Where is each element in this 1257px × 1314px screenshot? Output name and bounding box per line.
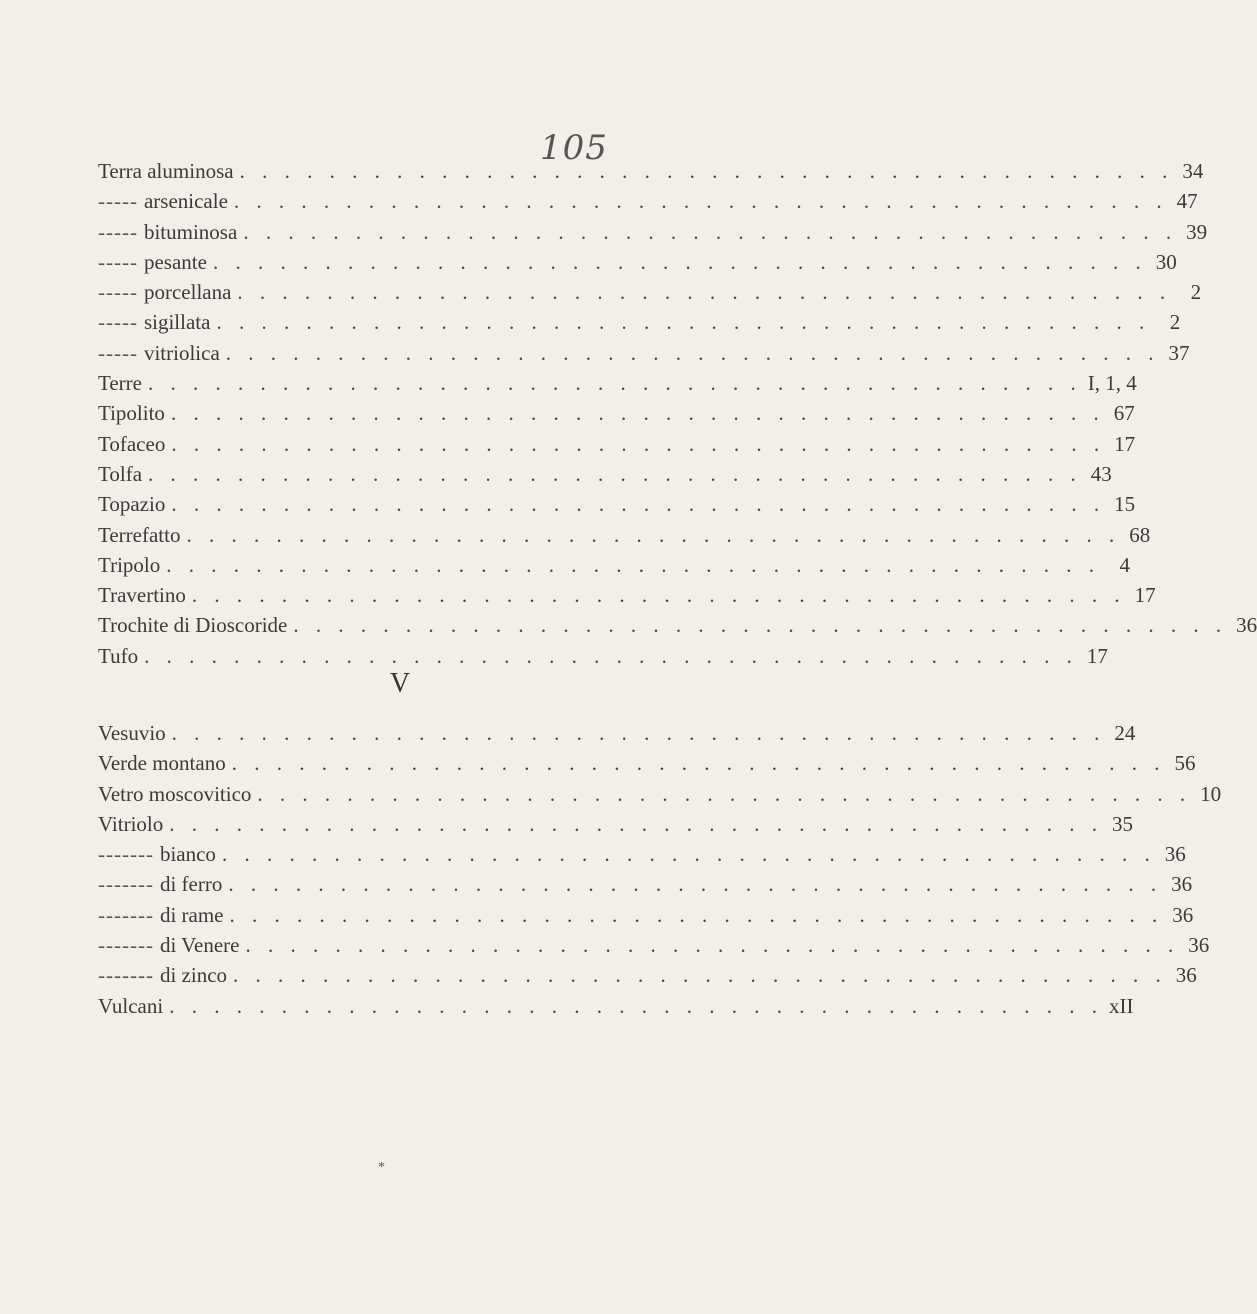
entry-label: sigillata <box>143 310 211 335</box>
entry-page-number: 24 <box>1114 721 1136 745</box>
entry-label: Vetro moscovitico <box>98 781 252 806</box>
entry-page-number: 10 <box>1200 781 1222 806</box>
page-number: 105 <box>540 128 608 168</box>
dot-leaders: . . . . . . . . . . . . . . . . . . . . . . . . . . . . . . . . . . . . . . . . . . <box>293 613 1228 638</box>
dot-leaders: . . . . . . . . . . . . . . . . . . . . . . . . . . . . . . . . . . . . . . . . . . <box>170 401 1105 426</box>
dot-leaders: . . . . . . . . . . . . . . . . . . . . . . . . . . . . . . . . . . . . . . . . . . <box>191 583 1126 608</box>
index-entry <box>98 580 1156 610</box>
entry-page-number: 56 <box>1174 751 1196 776</box>
entry-page-number: 17 <box>1114 431 1136 456</box>
entry-label: Trochite di Dioscoride <box>98 613 288 638</box>
entry-label: Tipolito <box>98 401 165 426</box>
dot-leaders: . . . . . . . . . . . . . . . . . . . . . . . . . . . . . . . . . . . . . . . . . . <box>257 781 1192 806</box>
entry-label: pesante <box>143 249 207 274</box>
index-list-v <box>98 718 1222 1021</box>
entry-label: Vitriolo <box>98 811 164 836</box>
entry-page-number: 30 <box>1155 249 1177 274</box>
dot-leaders: . . . . . . . . . . . . . . . . . . . . . . . . . . . . . . . . . . . . . . . . . . <box>221 842 1156 867</box>
ditto-dash: ----- <box>98 280 138 305</box>
entry-label: Tufo <box>98 643 139 668</box>
entry-label: di rame <box>159 902 224 927</box>
ditto-dash: ----- <box>98 310 138 335</box>
entry-page-number: 47 <box>1176 189 1198 214</box>
entry-label: di ferro <box>159 872 223 897</box>
index-entry <box>98 247 1177 277</box>
entry-page-number: 36 <box>1172 902 1194 927</box>
entry-page-number: 67 <box>1113 401 1135 426</box>
ditto-dash: ----- <box>98 219 138 244</box>
index-list-t <box>98 156 1257 671</box>
dot-leaders: . . . . . . . . . . . . . . . . . . . . . . . . . . . . . . . . . . . . . . . . . . <box>212 249 1147 274</box>
index-entry <box>98 930 1210 960</box>
entry-label: di Venere <box>159 933 240 958</box>
dot-leaders: . . . . . . . . . . . . . . . . . . . . . . . . . . . . . . . . . . . . . . . . . . <box>231 751 1166 776</box>
dot-leaders: . . . . . . . . . . . . . . . . . . . . . . . . . . . . . . . . . . . . . . . . . . <box>186 522 1121 547</box>
entry-page-number: 17 <box>1134 583 1156 608</box>
ditto-dash: ------- <box>98 872 154 897</box>
section-heading-v: V <box>389 668 411 699</box>
index-entry <box>98 398 1135 428</box>
index-entry <box>98 489 1136 519</box>
entry-label: bianco <box>159 842 216 867</box>
entry-label: Terra aluminosa <box>98 159 234 183</box>
entry-label: Terre <box>98 371 142 396</box>
index-entry <box>98 809 1133 839</box>
index-entry <box>98 217 1208 247</box>
dot-leaders: . . . . . . . . . . . . . . . . . . . . . . . . . . . . . . . . . . . . . . . . . . <box>233 963 1167 988</box>
dot-leaders: . . . . . . . . . . . . . . . . . . . . . . . . . . . . . . . . . . . . . . . . . . <box>233 189 1168 214</box>
index-entry <box>98 429 1136 459</box>
entry-label: di zinco <box>159 963 228 988</box>
index-entry <box>98 368 1137 398</box>
dot-leaders: . . . . . . . . . . . . . . . . . . . . . . . . . . . . . . . . . . . . . . . . . . <box>169 811 1103 836</box>
entry-page-number: 43 <box>1090 461 1112 486</box>
dot-leaders: . . . . . . . . . . . . . . . . . . . . . . . . . . . . . . . . . . . . . . . . . . <box>243 219 1178 244</box>
ditto-dash: ------- <box>98 933 154 958</box>
dot-leaders: . . . . . . . . . . . . . . . . . . . . . . . . . . . . . . . . . . . . . . . . . . <box>237 280 1172 305</box>
entry-page-number: 36 <box>1188 933 1210 958</box>
entry-page-number: 39 <box>1186 219 1208 244</box>
entry-page-number: 4 <box>1119 552 1131 577</box>
index-entry <box>98 641 1108 671</box>
index-entry <box>98 610 1257 640</box>
index-entry <box>98 718 1136 748</box>
dot-leaders: . . . . . . . . . . . . . . . . . . . . . . . . . . . . . . . . . . . . . . . . . . <box>169 993 1103 1018</box>
entry-label: Tripolo <box>98 552 161 577</box>
index-entry <box>98 839 1186 869</box>
dot-leaders: . . . . . . . . . . . . . . . . . . . . . . . . . . . . . . . . . . . . . . . . . . <box>166 552 1101 577</box>
entry-label: Verde montano <box>98 751 226 776</box>
index-entry <box>98 960 1197 990</box>
ditto-dash: ----- <box>98 340 138 365</box>
index-entry <box>98 520 1151 550</box>
dot-leaders: . . . . . . . . . . . . . . . . . . . . . . . . . . . . . . . . . . . . . . . . . . <box>245 933 1180 958</box>
dot-leaders: . . . . . . . . . . . . . . . . . . . . . . . . . . . . . . . . . . . . . . . . . . <box>216 310 1151 335</box>
ditto-dash: ------- <box>98 842 154 867</box>
index-entry <box>98 748 1196 778</box>
index-entry <box>98 156 1204 186</box>
entry-page-number: 36 <box>1175 963 1197 988</box>
entry-label: Topazio <box>98 492 166 517</box>
entry-page-number: 15 <box>1114 492 1136 517</box>
entry-label: Tofaceo <box>98 431 166 456</box>
dot-leaders: . . . . . . . . . . . . . . . . . . . . . . . . . . . . . . . . . . . . . . . . . . <box>171 492 1106 517</box>
dot-leaders: . . . . . . . . . . . . . . . . . . . . . . . . . . . . . . . . . . . . . . . . . . <box>144 643 1078 668</box>
ditto-dash: ----- <box>98 189 138 214</box>
entry-label: Travertino <box>98 583 186 608</box>
dot-leaders: . . . . . . . . . . . . . . . . . . . . . . . . . . . . . . . . . . . . . . . . . . <box>239 159 1174 183</box>
ditto-dash: ------- <box>98 902 154 927</box>
entry-page-number: 17 <box>1086 643 1108 668</box>
entry-label: bituminosa <box>143 219 238 244</box>
index-entry <box>98 991 1134 1021</box>
index-entry <box>98 307 1181 337</box>
printer-mark: * <box>378 1160 385 1175</box>
index-entry <box>98 186 1198 216</box>
index-entry <box>98 900 1194 930</box>
dot-leaders: . . . . . . . . . . . . . . . . . . . . . . . . . . . . . . . . . . . . . . . . . . <box>229 902 1164 927</box>
entry-label: Vulcani <box>98 993 164 1018</box>
ditto-dash: ----- <box>98 249 138 274</box>
entry-label: vitriolica <box>143 340 220 365</box>
dot-leaders: . . . . . . . . . . . . . . . . . . . . . . . . . . . . . . . . . . . . . . . . . . <box>148 461 1082 486</box>
entry-page-number: 2 <box>1169 310 1181 335</box>
dot-leaders: . . . . . . . . . . . . . . . . . . . . . . . . . . . . . . . . . . . . . . . . . . <box>171 431 1106 456</box>
entry-page-number: I, 1, 4 <box>1087 371 1137 396</box>
entry-page-number: 34 <box>1182 159 1204 183</box>
dot-leaders: . . . . . . . . . . . . . . . . . . . . . . . . . . . . . . . . . . . . . . . . . . <box>228 872 1163 897</box>
index-entry <box>98 277 1202 307</box>
index-entry <box>98 550 1131 580</box>
dot-leaders: . . . . . . . . . . . . . . . . . . . . . . . . . . . . . . . . . . . . . . . . . . <box>225 340 1160 365</box>
entry-label: Vesuvio <box>98 721 166 745</box>
dot-leaders: . . . . . . . . . . . . . . . . . . . . . . . . . . . . . . . . . . . . . . . . . . <box>148 371 1082 396</box>
ditto-dash: ------- <box>98 963 154 988</box>
entry-page-number: 36 <box>1171 872 1193 897</box>
entry-page-number: 37 <box>1168 340 1190 365</box>
entry-page-number: 36 <box>1164 842 1186 867</box>
entry-label: porcellana <box>143 280 232 305</box>
index-entry <box>98 779 1222 809</box>
index-entry <box>98 869 1193 899</box>
entry-label: arsenicale <box>143 189 228 214</box>
dot-leaders: . . . . . . . . . . . . . . . . . . . . . . . . . . . . . . . . . . . . . . . . . . <box>171 721 1106 745</box>
entry-page-number: 35 <box>1112 811 1133 836</box>
entry-label: Terrefatto <box>98 522 181 547</box>
entry-page-number: 36 <box>1236 613 1257 638</box>
entry-label: Tolfa <box>98 461 143 486</box>
entry-page-number: 2 <box>1190 280 1202 305</box>
entry-page-number: 68 <box>1129 522 1151 547</box>
index-entry <box>98 338 1190 368</box>
index-entry <box>98 459 1112 489</box>
entry-page-number: xII <box>1108 993 1134 1018</box>
